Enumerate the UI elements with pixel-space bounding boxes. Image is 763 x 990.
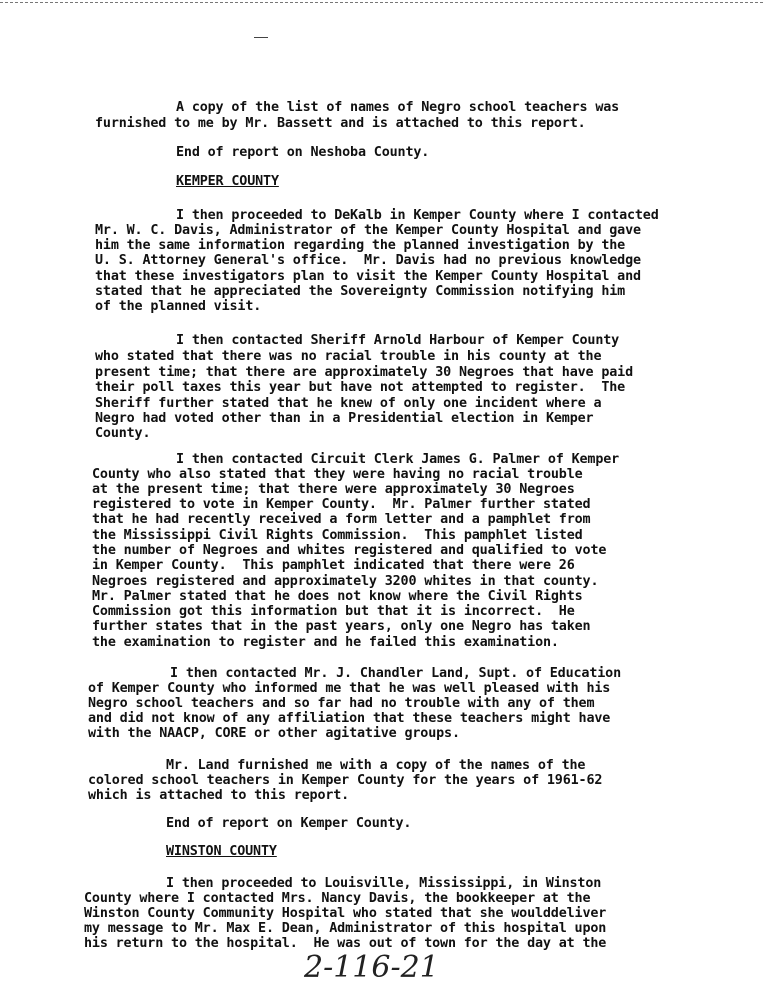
text-line: Sheriff further stated that he knew of only one incident where a (95, 396, 602, 411)
text-line: Negro school teachers and so far had no trouble with any of them (88, 696, 595, 711)
text-line: Mr. Land furnished me with a copy of the names of the (166, 758, 586, 773)
text-line: I then contacted Sheriff Arnold Harbour of Kemper County (176, 333, 620, 348)
text-line: I then contacted Mr. J. Chandler Land, Supt. of Education (170, 666, 621, 681)
text-line: in Kemper County. This pamphlet indicated that there were 26 (92, 558, 575, 573)
text-line: that these investigators plan to visit the Kemper County Hospital and (95, 269, 641, 284)
text-line: with the NAACP, CORE or other agitative groups. (88, 726, 460, 741)
text-line: further states that in the past years, only one Negro has taken (92, 619, 591, 634)
text-line: of Kemper County who informed me that he was well pleased with his (88, 681, 611, 696)
end-of-kemper-report: End of report on Kemper County. (166, 816, 412, 831)
kemper-county-heading: KEMPER COUNTY (176, 174, 279, 189)
text-line: I then proceeded to Louisville, Mississippi, in Winston (166, 876, 602, 891)
text-line: Winston County Community Hospital who stated that she woulddeliver (84, 906, 607, 921)
text-line: that he had recently received a form letter and a pamphlet from (92, 512, 591, 527)
winston-county-heading: WINSTON COUNTY (166, 844, 277, 859)
text-line: furnished to me by Mr. Bassett and is attached to this report. (95, 116, 586, 131)
text-line: the number of Negroes and whites registered and qualified to vote (92, 543, 607, 558)
text-line: and did not know of any affiliation that these teachers might have (88, 711, 611, 726)
text-line: Mr. W. C. Davis, Administrator of the Kemper County Hospital and gave (95, 223, 641, 238)
text-line: registered to vote in Kemper County. Mr. Palmer further stated (92, 497, 591, 512)
text-line: Commission got this information but that it is incorrect. He (92, 604, 575, 619)
text-line: who stated that there was no racial trouble in his county at the (95, 349, 602, 364)
text-line: the examination to register and he failed this examination. (92, 635, 559, 650)
handwritten-document-number: 2-116-21 (304, 950, 439, 985)
text-line: A copy of the list of names of Negro school teachers was (176, 100, 620, 115)
text-line: my message to Mr. Max E. Dean, Administrator of this hospital upon (84, 921, 607, 936)
text-line: Negroes registered and approximately 3200 whites in that county. (92, 574, 599, 589)
text-line: which is attached to this report. (88, 788, 350, 803)
text-line: County where I contacted Mrs. Nancy Davis, the bookkeeper at the (84, 891, 591, 906)
text-line: I then contacted Circuit Clerk James G. Palmer of Kemper (176, 452, 620, 467)
text-line: Negro had voted other than in a Presidential election in Kemper (95, 411, 594, 426)
text-line: colored school teachers in Kemper County for the years of 1961-62 (88, 773, 603, 788)
text-line: U. S. Attorney General's office. Mr. Davis had no previous knowledge (95, 253, 641, 268)
text-line: him the same information regarding the planned investigation by the (95, 238, 626, 253)
text-line: County who also stated that they were having no racial trouble (92, 467, 583, 482)
text-line: their poll taxes this year but have not attempted to register. The (95, 380, 626, 395)
text-line: present time; that there are approximately 30 Negroes that have paid (95, 365, 634, 380)
scan-top-edge (0, 2, 763, 3)
text-line: at the present time; that there were approximately 30 Negroes (92, 482, 575, 497)
text-line: County. (95, 426, 151, 441)
text-line: stated that he appreciated the Sovereignty Commission notifying him (95, 284, 626, 299)
end-of-neshoba-report: End of report on Neshoba County. (176, 145, 430, 160)
scan-mark (254, 37, 268, 38)
text-line: his return to the hospital. He was out of town for the day at the (84, 936, 607, 951)
text-line: I then proceeded to DeKalb in Kemper County where I contacted (176, 208, 659, 223)
text-line: Mr. Palmer stated that he does not know where the Civil Rights (92, 589, 583, 604)
text-line: the Mississippi Civil Rights Commission. This pamphlet listed (92, 528, 583, 543)
text-line: of the planned visit. (95, 299, 262, 314)
